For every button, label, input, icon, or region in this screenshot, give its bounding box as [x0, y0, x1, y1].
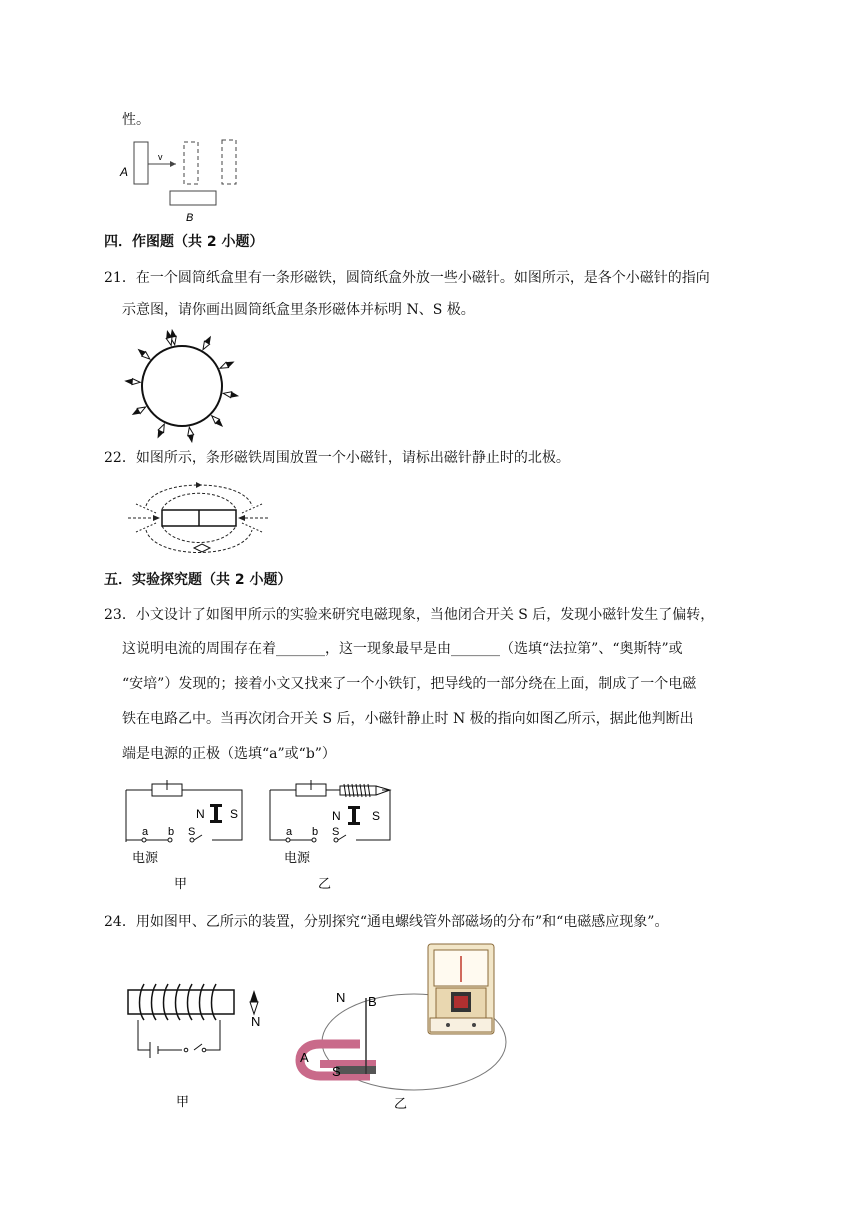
label-b: B	[368, 994, 377, 1009]
label-v: v	[158, 152, 163, 162]
caption-yi: 乙	[394, 1097, 408, 1112]
label-n: N	[332, 809, 341, 823]
power-source-label: 电源	[132, 851, 159, 866]
q24-line1: 24．用如图甲、乙所示的装置，分别探究“通电螺线管外部磁场的分布”和“电磁感应现象”。	[104, 914, 669, 930]
figure-q24-induction-yi	[296, 942, 500, 1114]
section-title-5: 五．实验探究题（共 2 小题）	[104, 572, 292, 588]
needle-n-label: N	[251, 1014, 261, 1029]
figure-q20	[118, 136, 248, 226]
compass-needle	[186, 427, 195, 444]
compass-needle	[124, 378, 140, 385]
q21-line2: 示意图，请你画出圆筒纸盒里条形磁体并标明 N、S 极。	[122, 302, 475, 318]
compass-needle	[210, 414, 226, 430]
caption-jia: 甲	[176, 1095, 190, 1110]
label-a: A	[120, 165, 129, 179]
label-switch-s: S	[188, 826, 196, 838]
label-s: S	[372, 809, 381, 823]
compass-needle	[194, 544, 210, 552]
label-a: A	[300, 1050, 309, 1065]
q22-line1: 22．如图所示，条形磁铁周围放置一个小磁针，请标出磁针静止时的北极。	[104, 450, 570, 466]
q23-line4: 铁在电路乙中。当再次闭合开关 S 后，小磁针静止时 N 极的指向如图乙所示，据此他判断出	[122, 711, 694, 727]
caption-jia: 甲	[174, 877, 188, 892]
compass-needle	[136, 346, 152, 361]
caption-yi: 乙	[318, 877, 332, 892]
label-switch-s: S	[332, 826, 340, 838]
power-source-label: 电源	[284, 851, 311, 866]
label-n: N	[196, 807, 205, 821]
label-b: b	[312, 826, 319, 838]
compass-needle	[223, 390, 240, 399]
figure-q23-circuit-jia	[122, 780, 254, 898]
compass-needle	[155, 423, 167, 440]
figure-q24-solenoid-jia	[124, 984, 274, 1110]
q23-line5: 端是电源的正极（选填“a”或“b”）	[122, 746, 336, 762]
q23-line1: 23．小文设计了如图甲所示的实验来研究电磁现象，当他闭合开关 S 后，发现小磁针发生了偏转，	[104, 607, 715, 623]
continued-text: 性。	[122, 112, 150, 128]
label-n: N	[336, 990, 346, 1005]
section-title-4: 四．作图题（共 2 小题）	[104, 234, 264, 250]
label-a: a	[142, 826, 149, 838]
label-b: b	[168, 826, 175, 838]
solenoid-core	[128, 990, 234, 1014]
q21-line1: 21．在一个圆筒纸盒里有一条形磁铁，圆筒纸盒外放一些小磁针。如图所示，是各个小磁针的指向	[104, 270, 710, 286]
figure-q21-circle-needles	[120, 334, 240, 438]
q23-line3: “安培”）发现的；接着小文又找来了一个小铁钉，把导线的一部分绕在上面，制成了一个电磁	[122, 676, 697, 692]
compass-needle	[130, 404, 147, 417]
label-a: a	[286, 826, 293, 838]
compass-needle	[219, 359, 236, 371]
compass-needle	[250, 990, 258, 1002]
label-s: S	[332, 1064, 341, 1079]
figure-q22-bar-magnet	[124, 482, 274, 554]
q23-line2: 这说明电流的周围存在着_______，这一现象最早是由_______（选填“法拉第”、“奥斯特”或	[122, 641, 683, 657]
label-s: S	[230, 807, 239, 821]
figure-q23-circuit-yi	[266, 780, 416, 898]
compass-needle	[200, 334, 213, 351]
label-b: B	[186, 212, 194, 224]
